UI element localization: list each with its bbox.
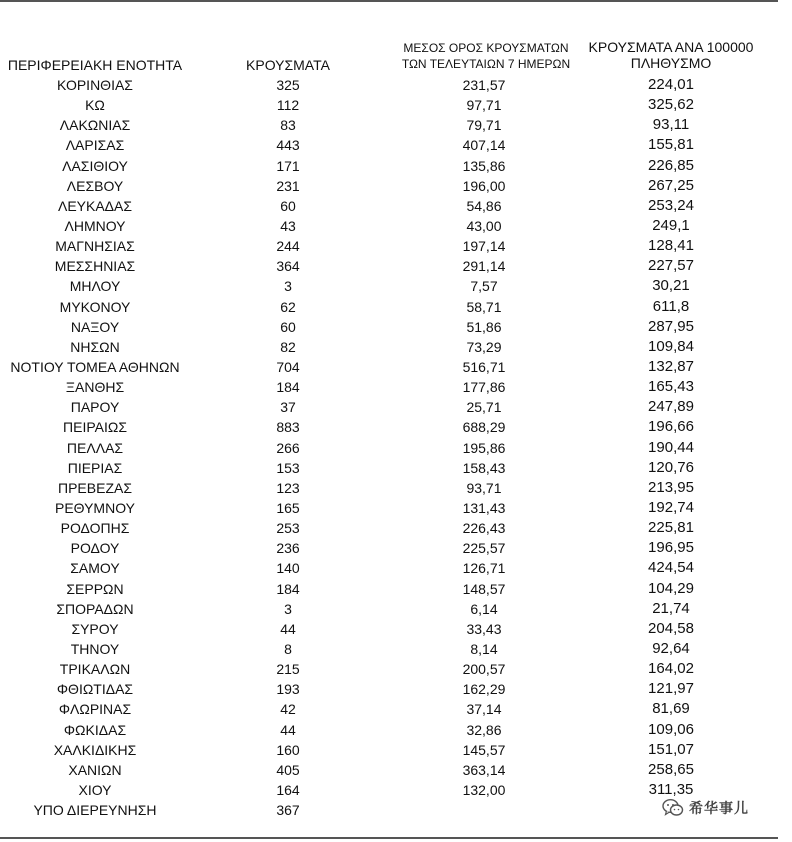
- cell-avg-7-days: 126,71: [462, 560, 506, 577]
- cell-region: ΣΑΜΟΥ: [70, 560, 120, 577]
- table-row: [0, 720, 792, 740]
- cell-avg-7-days: 688,29: [462, 419, 506, 436]
- cell-cases-per-100000: 267,25: [648, 176, 694, 194]
- cell-cases-per-100000: 311,35: [648, 780, 694, 798]
- header-avg-line-1: ΜΕΣΟΣ ΟΡΟΣ ΚΡΟΥΣΜΑΤΩΝ: [403, 41, 569, 55]
- table-row: [0, 115, 792, 135]
- cell-cases-per-100000: 165,43: [648, 378, 694, 396]
- table-row: [0, 760, 792, 780]
- cell-region: ΧΙΟΥ: [78, 781, 112, 798]
- cell-region: ΛΑΚΩΝΙΑΣ: [59, 117, 131, 134]
- cell-region: ΠΡΕΒΕΖΑΣ: [57, 479, 132, 496]
- table-row: [0, 236, 792, 256]
- cell-cases-per-100000: 287,95: [648, 317, 694, 335]
- cell-cases: 231: [276, 177, 300, 194]
- cell-cases: 37: [280, 399, 296, 416]
- cell-avg-7-days: 291,14: [462, 258, 506, 275]
- cell-region: ΠΕΛΛΑΣ: [66, 439, 124, 456]
- cell-region: ΦΘΙΩΤΙΔΑΣ: [56, 681, 134, 698]
- table-row: [0, 256, 792, 276]
- cell-cases: 44: [280, 620, 296, 637]
- cell-cases: 3: [284, 600, 292, 617]
- cell-avg-7-days: 226,43: [462, 520, 506, 537]
- cell-cases: 153: [276, 459, 300, 476]
- cell-avg-7-days: 196,00: [462, 177, 506, 194]
- cell-region: ΛΕΣΒΟΥ: [66, 177, 124, 194]
- cell-cases: 43: [280, 217, 296, 234]
- cell-region: ΡΟΔΟΥ: [70, 540, 120, 557]
- cell-cases-per-100000: 224,01: [648, 76, 694, 93]
- table-row: [0, 377, 792, 397]
- cell-cases: 82: [280, 338, 296, 355]
- cell-avg-7-days: 516,71: [462, 358, 506, 375]
- table-row: [0, 679, 792, 699]
- cell-cases-per-100000: 128,41: [648, 237, 694, 255]
- cell-cases: 215: [276, 661, 300, 678]
- table-row: [0, 438, 792, 458]
- cell-avg-7-days: 158,43: [462, 459, 506, 476]
- cell-cases-per-100000: 93,11: [652, 116, 690, 134]
- cell-avg-7-days: 33,43: [466, 620, 502, 637]
- cell-avg-7-days: 131,43: [462, 499, 506, 516]
- cell-cases-per-100000: 30,21: [652, 277, 690, 295]
- table-row: [0, 297, 792, 317]
- cell-avg-7-days: [423, 800, 545, 820]
- cell-avg-7-days: 54,86: [466, 197, 502, 214]
- cell-region: ΡΕΘΥΜΝΟΥ: [54, 499, 135, 516]
- table-row: [0, 639, 792, 659]
- cell-region: ΛΑΣΙΘΙΟΥ: [62, 157, 128, 174]
- table-row: [0, 740, 792, 760]
- cell-region: ΠΕΙΡΑΙΩΣ: [63, 419, 127, 436]
- cell-cases: 244: [276, 238, 300, 255]
- table-body: [0, 75, 792, 820]
- table-row: [0, 619, 792, 639]
- cell-region: ΝΗΣΩΝ: [70, 338, 120, 355]
- header-per100k-line-2: ΠΛΗΘΥΣΜΟ: [630, 55, 712, 71]
- cell-cases: 171: [276, 157, 300, 174]
- cell-avg-7-days: 43,00: [466, 217, 502, 234]
- cell-region: ΞΑΝΘΗΣ: [65, 379, 125, 396]
- cell-region: ΠΙΕΡΙΑΣ: [67, 459, 123, 476]
- cell-avg-7-days: 25,71: [466, 399, 502, 416]
- cell-avg-7-days: 97,71: [466, 97, 502, 114]
- cell-cases: 8: [284, 640, 292, 657]
- cell-cases: 883: [276, 419, 300, 436]
- cell-avg-7-days: 177,86: [462, 379, 506, 396]
- cell-avg-7-days: 407,14: [462, 137, 506, 154]
- header-avg-line-2: ΤΩΝ ΤΕΛΕΥΤΑΙΩΝ 7 ΗΜΕΡΩΝ: [401, 57, 571, 71]
- cell-region: ΦΩΚΙΔΑΣ: [63, 721, 127, 738]
- cell-avg-7-days: 135,86: [462, 157, 506, 174]
- cell-avg-7-days: 231,57: [462, 77, 506, 93]
- table-row: [0, 699, 792, 719]
- cell-region: ΠΑΡΟΥ: [70, 399, 120, 416]
- cell-avg-7-days: 58,71: [466, 298, 502, 315]
- cell-region: ΣΕΡΡΩΝ: [66, 580, 124, 597]
- cell-avg-7-days: 197,14: [462, 238, 506, 255]
- table-row: [0, 135, 792, 155]
- cell-cases: 164: [276, 781, 300, 798]
- table-row: [0, 498, 792, 518]
- cell-cases: 405: [276, 761, 300, 778]
- cell-cases: 184: [276, 580, 300, 597]
- table-row: [0, 156, 792, 176]
- cell-cases: 44: [280, 721, 296, 738]
- cell-cases: 3: [284, 278, 292, 295]
- cell-cases-per-100000: 213,95: [648, 478, 694, 496]
- table-row: [0, 216, 792, 236]
- cell-cases-per-100000: 104,29: [648, 579, 694, 597]
- table-row: [0, 176, 792, 196]
- cell-cases: 60: [280, 318, 296, 335]
- cell-avg-7-days: 51,86: [466, 318, 502, 335]
- cell-avg-7-days: 363,14: [462, 761, 506, 778]
- table-row: [0, 196, 792, 216]
- cell-cases-per-100000: 225,81: [648, 519, 694, 537]
- cell-region: ΤΡΙΚΑΛΩΝ: [59, 661, 131, 678]
- table-row: [0, 659, 792, 679]
- wechat-icon: [662, 798, 684, 818]
- watermark-text: 希华事儿: [689, 801, 749, 817]
- table-row: [0, 538, 792, 558]
- cell-cases-per-100000: 325,62: [648, 96, 694, 114]
- table-row: [0, 579, 792, 599]
- cell-cases-per-100000: 227,57: [648, 257, 694, 275]
- header-cases: ΚΡΟΥΣΜΑΤΑ: [246, 57, 330, 73]
- cell-cases: 62: [280, 298, 296, 315]
- cell-cases-per-100000: 21,74: [652, 599, 690, 617]
- cell-region: ΝΟΤΙΟΥ ΤΟΜΕΑ ΑΘΗΝΩΝ: [10, 358, 180, 375]
- table-row: [0, 417, 792, 437]
- cell-cases: 364: [276, 258, 300, 275]
- cell-cases-per-100000: 258,65: [648, 760, 694, 778]
- cell-avg-7-days: 7,57: [470, 278, 498, 295]
- table-header: [0, 34, 792, 76]
- cell-region: ΝΑΞΟΥ: [70, 318, 120, 335]
- cell-avg-7-days: 195,86: [462, 439, 506, 456]
- cell-cases: 83: [280, 117, 296, 134]
- cell-cases-per-100000: 109,06: [648, 720, 694, 738]
- cell-cases: 266: [276, 439, 300, 456]
- cell-cases-per-100000: 204,58: [648, 619, 694, 637]
- cell-cases-per-100000: 196,66: [648, 418, 694, 436]
- cell-region: ΜΑΓΝΗΣΙΑΣ: [55, 238, 135, 255]
- cell-cases-per-100000: 190,44: [648, 438, 694, 456]
- cell-cases: 367: [276, 802, 300, 819]
- cell-cases: 443: [276, 137, 300, 154]
- cell-region: ΜΥΚΟΝΟΥ: [59, 298, 131, 315]
- table-row: [0, 558, 792, 578]
- cell-cases: 112: [276, 97, 300, 114]
- cell-cases: 60: [280, 197, 296, 214]
- header-per100k-line-1: ΚΡΟΥΣΜΑΤΑ ΑΝΑ 100000: [588, 39, 754, 55]
- table-row: [0, 518, 792, 538]
- cell-cases-per-100000: 611,8: [652, 297, 690, 315]
- cell-cases-per-100000: 81,69: [652, 700, 690, 718]
- table-row: [0, 357, 792, 377]
- cell-cases-per-100000: 164,02: [648, 660, 694, 678]
- cell-avg-7-days: 73,29: [466, 338, 502, 355]
- cell-cases: 140: [276, 560, 300, 577]
- cell-cases: 253: [276, 520, 300, 537]
- cell-cases: 42: [280, 701, 296, 718]
- table-row: [0, 478, 792, 498]
- cell-avg-7-days: 132,00: [462, 781, 506, 798]
- cell-cases-per-100000: 132,87: [648, 357, 694, 375]
- cell-cases-per-100000: 249,1: [652, 216, 690, 234]
- cell-region: ΜΗΛΟΥ: [69, 278, 121, 295]
- cell-region: ΤΗΝΟΥ: [70, 640, 120, 657]
- cell-cases-per-100000: 196,95: [648, 539, 694, 557]
- cell-region: ΚΩ: [85, 97, 105, 114]
- header-cases-per-100000: [572, 39, 770, 71]
- cell-cases-per-100000: 151,07: [648, 740, 694, 758]
- table-row: [0, 317, 792, 337]
- table-row: [0, 337, 792, 357]
- header-region: ΠΕΡΙΦΕΡΕΙΑΚΗ ΕΝΟΤΗΤΑ: [7, 57, 183, 73]
- cell-avg-7-days: 37,14: [466, 701, 502, 718]
- cell-cases-per-100000: 226,85: [648, 156, 694, 174]
- cell-avg-7-days: 8,14: [470, 640, 498, 657]
- cell-cases: 193: [276, 681, 300, 698]
- cell-avg-7-days: 200,57: [462, 661, 506, 678]
- cell-region: ΛΕΥΚΑΔΑΣ: [57, 197, 133, 214]
- cell-cases: 184: [276, 379, 300, 396]
- cell-cases: 123: [276, 479, 300, 496]
- cell-region: ΥΠΟ ΔΙΕΡΕΥΝΗΣΗ: [33, 802, 157, 819]
- table-row: [0, 458, 792, 478]
- cell-cases: 160: [276, 741, 300, 758]
- cell-cases-per-100000: 155,81: [648, 136, 694, 154]
- table-row: [0, 276, 792, 296]
- table-row: [0, 75, 792, 95]
- cell-avg-7-days: 162,29: [462, 681, 506, 698]
- table-row: [0, 397, 792, 417]
- cell-region: ΡΟΔΟΠΗΣ: [60, 520, 130, 537]
- table-row: [0, 599, 792, 619]
- cell-region: ΣΥΡΟΥ: [71, 620, 119, 637]
- cell-avg-7-days: 225,57: [462, 540, 506, 557]
- cell-region: ΜΕΣΣΗΝΙΑΣ: [54, 258, 136, 275]
- cell-avg-7-days: 6,14: [470, 600, 498, 617]
- cell-avg-7-days: 148,57: [462, 580, 506, 597]
- watermark: [662, 796, 749, 820]
- cell-region: ΛΗΜΝΟΥ: [64, 217, 126, 234]
- cell-avg-7-days: 79,71: [466, 117, 502, 134]
- cell-cases-per-100000: 192,74: [648, 498, 694, 516]
- cell-avg-7-days: 32,86: [466, 721, 502, 738]
- cell-cases: 325: [276, 77, 300, 93]
- cell-cases: 236: [276, 540, 300, 557]
- cell-cases-per-100000: 253,24: [648, 196, 694, 214]
- cell-avg-7-days: 145,57: [462, 741, 506, 758]
- cell-cases-per-100000: 92,64: [652, 639, 690, 657]
- cell-region: ΛΑΡΙΣΑΣ: [65, 137, 125, 154]
- cell-cases: 704: [276, 358, 300, 375]
- cell-region: ΚΟΡΙΝΘΙΑΣ: [57, 77, 133, 93]
- bottom-rule: [0, 837, 778, 839]
- cell-cases-per-100000: 247,89: [648, 398, 694, 416]
- cell-cases: 165: [276, 499, 300, 516]
- cell-cases-per-100000: 424,54: [648, 559, 694, 577]
- cell-region: ΦΛΩΡΙΝΑΣ: [58, 701, 132, 718]
- cell-region: ΧΑΝΙΩΝ: [68, 761, 122, 778]
- top-rule: [0, 0, 778, 2]
- cell-cases-per-100000: 120,76: [648, 458, 694, 476]
- table-row: [0, 95, 792, 115]
- header-avg-7-days: [383, 40, 589, 72]
- cell-avg-7-days: 93,71: [466, 479, 502, 496]
- cell-region: ΧΑΛΚΙΔΙΚΗΣ: [53, 741, 137, 758]
- cell-region: ΣΠΟΡΑΔΩΝ: [56, 600, 134, 617]
- cell-cases-per-100000: 109,84: [648, 337, 694, 355]
- cell-cases-per-100000: 121,97: [648, 680, 694, 698]
